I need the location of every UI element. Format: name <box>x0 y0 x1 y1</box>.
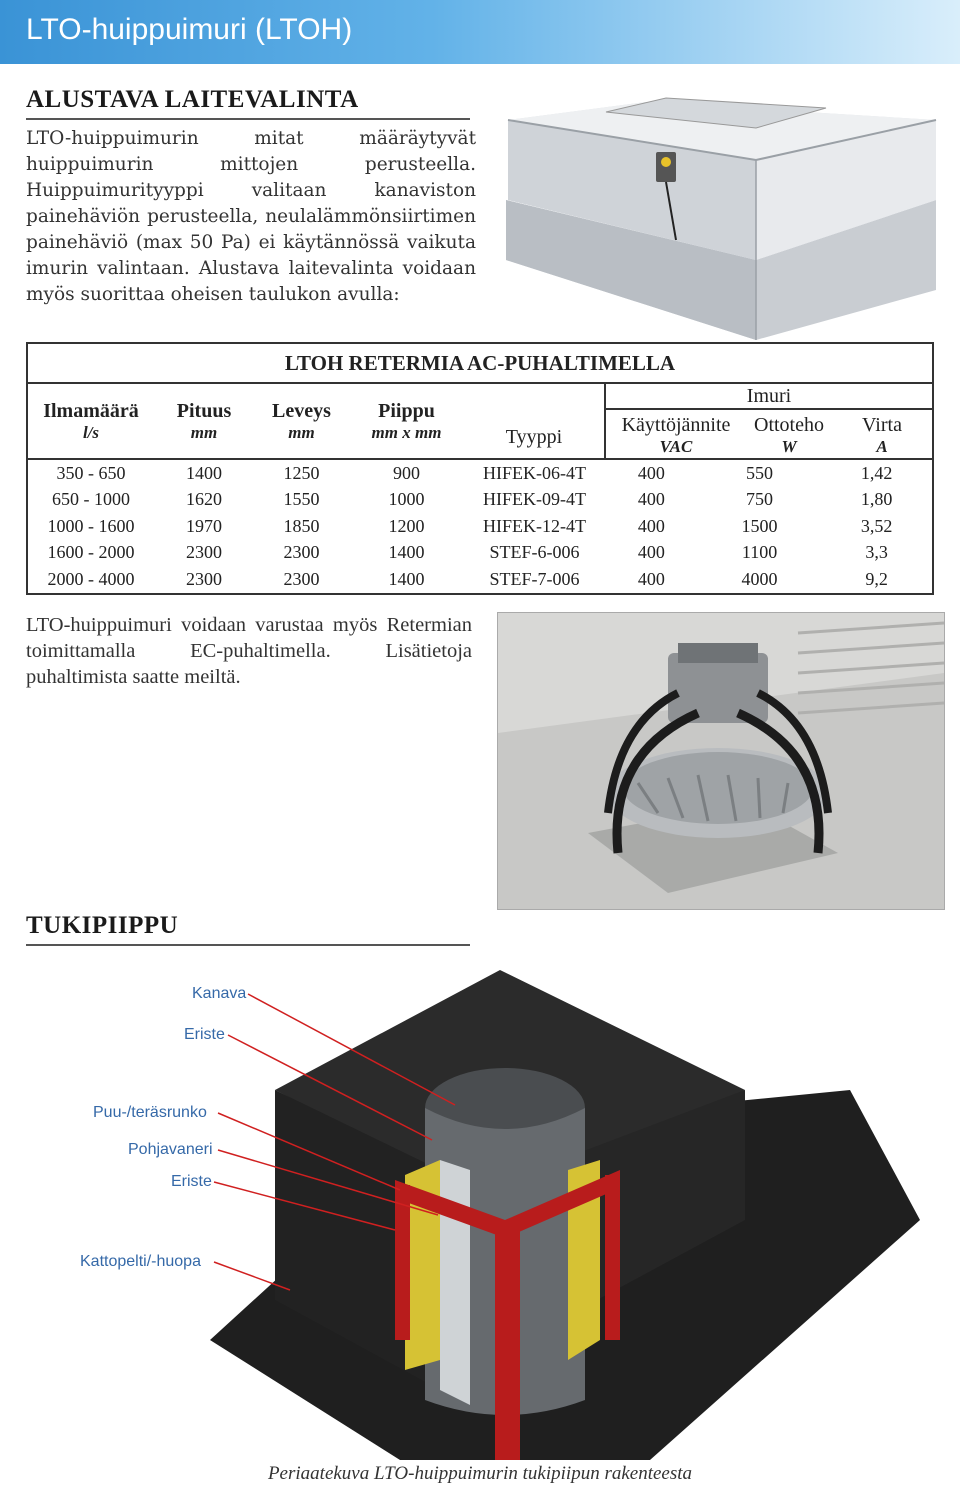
table-row <box>27 487 933 514</box>
col-header-ottoteho <box>746 410 832 458</box>
table-cell: HIFEK-12-4T <box>483 515 586 536</box>
table-row <box>27 566 933 594</box>
table-cell: 400 <box>605 566 698 594</box>
table-cell: 1,42 <box>821 459 933 487</box>
table-cell: 1500 <box>741 515 778 536</box>
imuri-group-header <box>605 383 933 459</box>
label-eriste-1: Eriste <box>184 1026 225 1043</box>
col-unit: mm <box>288 423 315 442</box>
diagram-caption: Periaatekuva LTO-huippuimurin tukipiipun rakenteesta <box>267 1463 693 1484</box>
table-row <box>27 513 933 540</box>
chimney-diagram <box>0 960 960 1460</box>
table-cell: 550 <box>698 459 822 487</box>
table-cell: STEF-6-006 <box>489 542 580 563</box>
table-cell: 1200 <box>388 515 425 536</box>
table-cell: 1620 <box>186 489 222 510</box>
col-header-pituus <box>154 383 254 459</box>
col-label: Tyyppi <box>505 426 563 448</box>
table-cell: 400 <box>605 459 698 487</box>
col-unit: VAC <box>659 437 693 456</box>
table-cell: 2300 <box>154 566 254 594</box>
title-bar <box>0 0 960 64</box>
table-cell: 9,2 <box>821 566 933 594</box>
table-cell: 2300 <box>283 542 320 563</box>
table-cell: 1100 <box>741 542 778 563</box>
col-header-virta <box>832 410 932 458</box>
col-unit: mm x mm <box>371 423 442 442</box>
table-caption: LTOH RETERMIA AC-PUHALTIMELLA <box>27 343 933 383</box>
table-cell: HIFEK-06-4T <box>464 459 605 487</box>
label-runko: Puu-/teräsrunko <box>93 1104 207 1121</box>
ec-paragraph: LTO-huippuimuri voidaan varustaa myös Retermian toimittamalla EC-puhaltimella. Lisätietoja puhaltimista saatte meiltä. <box>26 614 472 688</box>
intro-paragraph: LTO-huippuimurin mitat määräytyvät huippuimurin mittojen perusteella. Huippuimurityyppi valitaan kanaviston painehäviön perusteella, neulalämmönsiirtimen painehäviö (max 50 Pa) ei käytännössä vaikuta imurin valintaan. Alustava laitevalinta voidaan myös suorittaa oheisen taulukon avulla: <box>26 128 476 305</box>
table-cell: 4000 <box>698 566 822 594</box>
label-eriste-2: Eriste <box>171 1173 212 1190</box>
col-unit: A <box>876 437 888 456</box>
col-unit: l/s <box>82 423 100 442</box>
table-cell: 1250 <box>254 459 349 487</box>
table-cell: 2300 <box>254 566 349 594</box>
col-header-ilmamaara <box>27 383 154 459</box>
table-cell: HIFEK-09-4T <box>483 489 586 510</box>
col-header-kayttojannite <box>606 410 746 458</box>
col-label: Leveys <box>272 400 331 422</box>
col-unit: mm <box>190 423 218 442</box>
table-cell: STEF-7-006 <box>464 566 605 594</box>
table-cell: 750 <box>746 489 774 510</box>
table-cell: 1600 - 2000 <box>27 540 154 567</box>
col-label: Pituus <box>176 400 232 422</box>
table-cell: 1000 - 1600 <box>27 513 154 540</box>
label-kanava: Kanava <box>192 985 247 1002</box>
col-label: Virta <box>862 414 902 436</box>
col-label: Ilmamäärä <box>43 400 139 422</box>
section-heading-tukipiippu: TUKIPIIPPU <box>26 912 470 946</box>
table-cell: 400 <box>637 515 665 536</box>
table-cell: 350 - 650 <box>27 459 154 487</box>
imuri-label: Imuri <box>606 384 932 410</box>
rooftop-unit-photo <box>496 90 946 340</box>
table-cell: 3,3 <box>821 540 933 567</box>
table-cell: 3,52 <box>821 513 933 540</box>
table-row <box>27 540 933 567</box>
page-title: LTO-huippuimuri (LTOH) <box>26 13 353 46</box>
col-header-tyyppi <box>464 383 605 459</box>
label-pohjavaneri: Pohjavaneri <box>128 1141 213 1158</box>
ec-fan-photo <box>497 612 945 910</box>
table-cell: 2000 - 4000 <box>27 566 154 594</box>
col-label: Ottoteho <box>754 414 824 436</box>
col-label: Piippu <box>378 400 435 422</box>
col-unit: W <box>781 437 797 456</box>
table-cell: 2300 <box>186 542 222 563</box>
col-header-leveys <box>254 383 349 459</box>
table-cell: 1400 <box>154 459 254 487</box>
table-row <box>27 459 933 487</box>
label-kattopelti: Kattopelti/-huopa <box>80 1253 201 1270</box>
table-cell: 1850 <box>283 515 320 536</box>
table-body <box>27 459 933 594</box>
table-cell: 400 <box>637 489 665 510</box>
table-cell: 1400 <box>388 542 425 563</box>
table-cell: 1400 <box>349 566 464 594</box>
table-cell: 400 <box>637 542 665 563</box>
col-label: Käyttöjännite <box>621 414 731 436</box>
table-cell: 1550 <box>283 489 320 510</box>
table-cell: 900 <box>349 459 464 487</box>
table-cell: 1970 <box>186 515 222 536</box>
table-cell: 1000 <box>388 489 425 510</box>
section-heading-alustava: ALUSTAVA LAITEVALINTA <box>26 86 470 120</box>
table-cell: 1,80 <box>821 487 933 514</box>
spec-table <box>26 342 934 595</box>
table-cell: 650 - 1000 <box>27 487 154 514</box>
col-header-piippu <box>349 383 464 459</box>
